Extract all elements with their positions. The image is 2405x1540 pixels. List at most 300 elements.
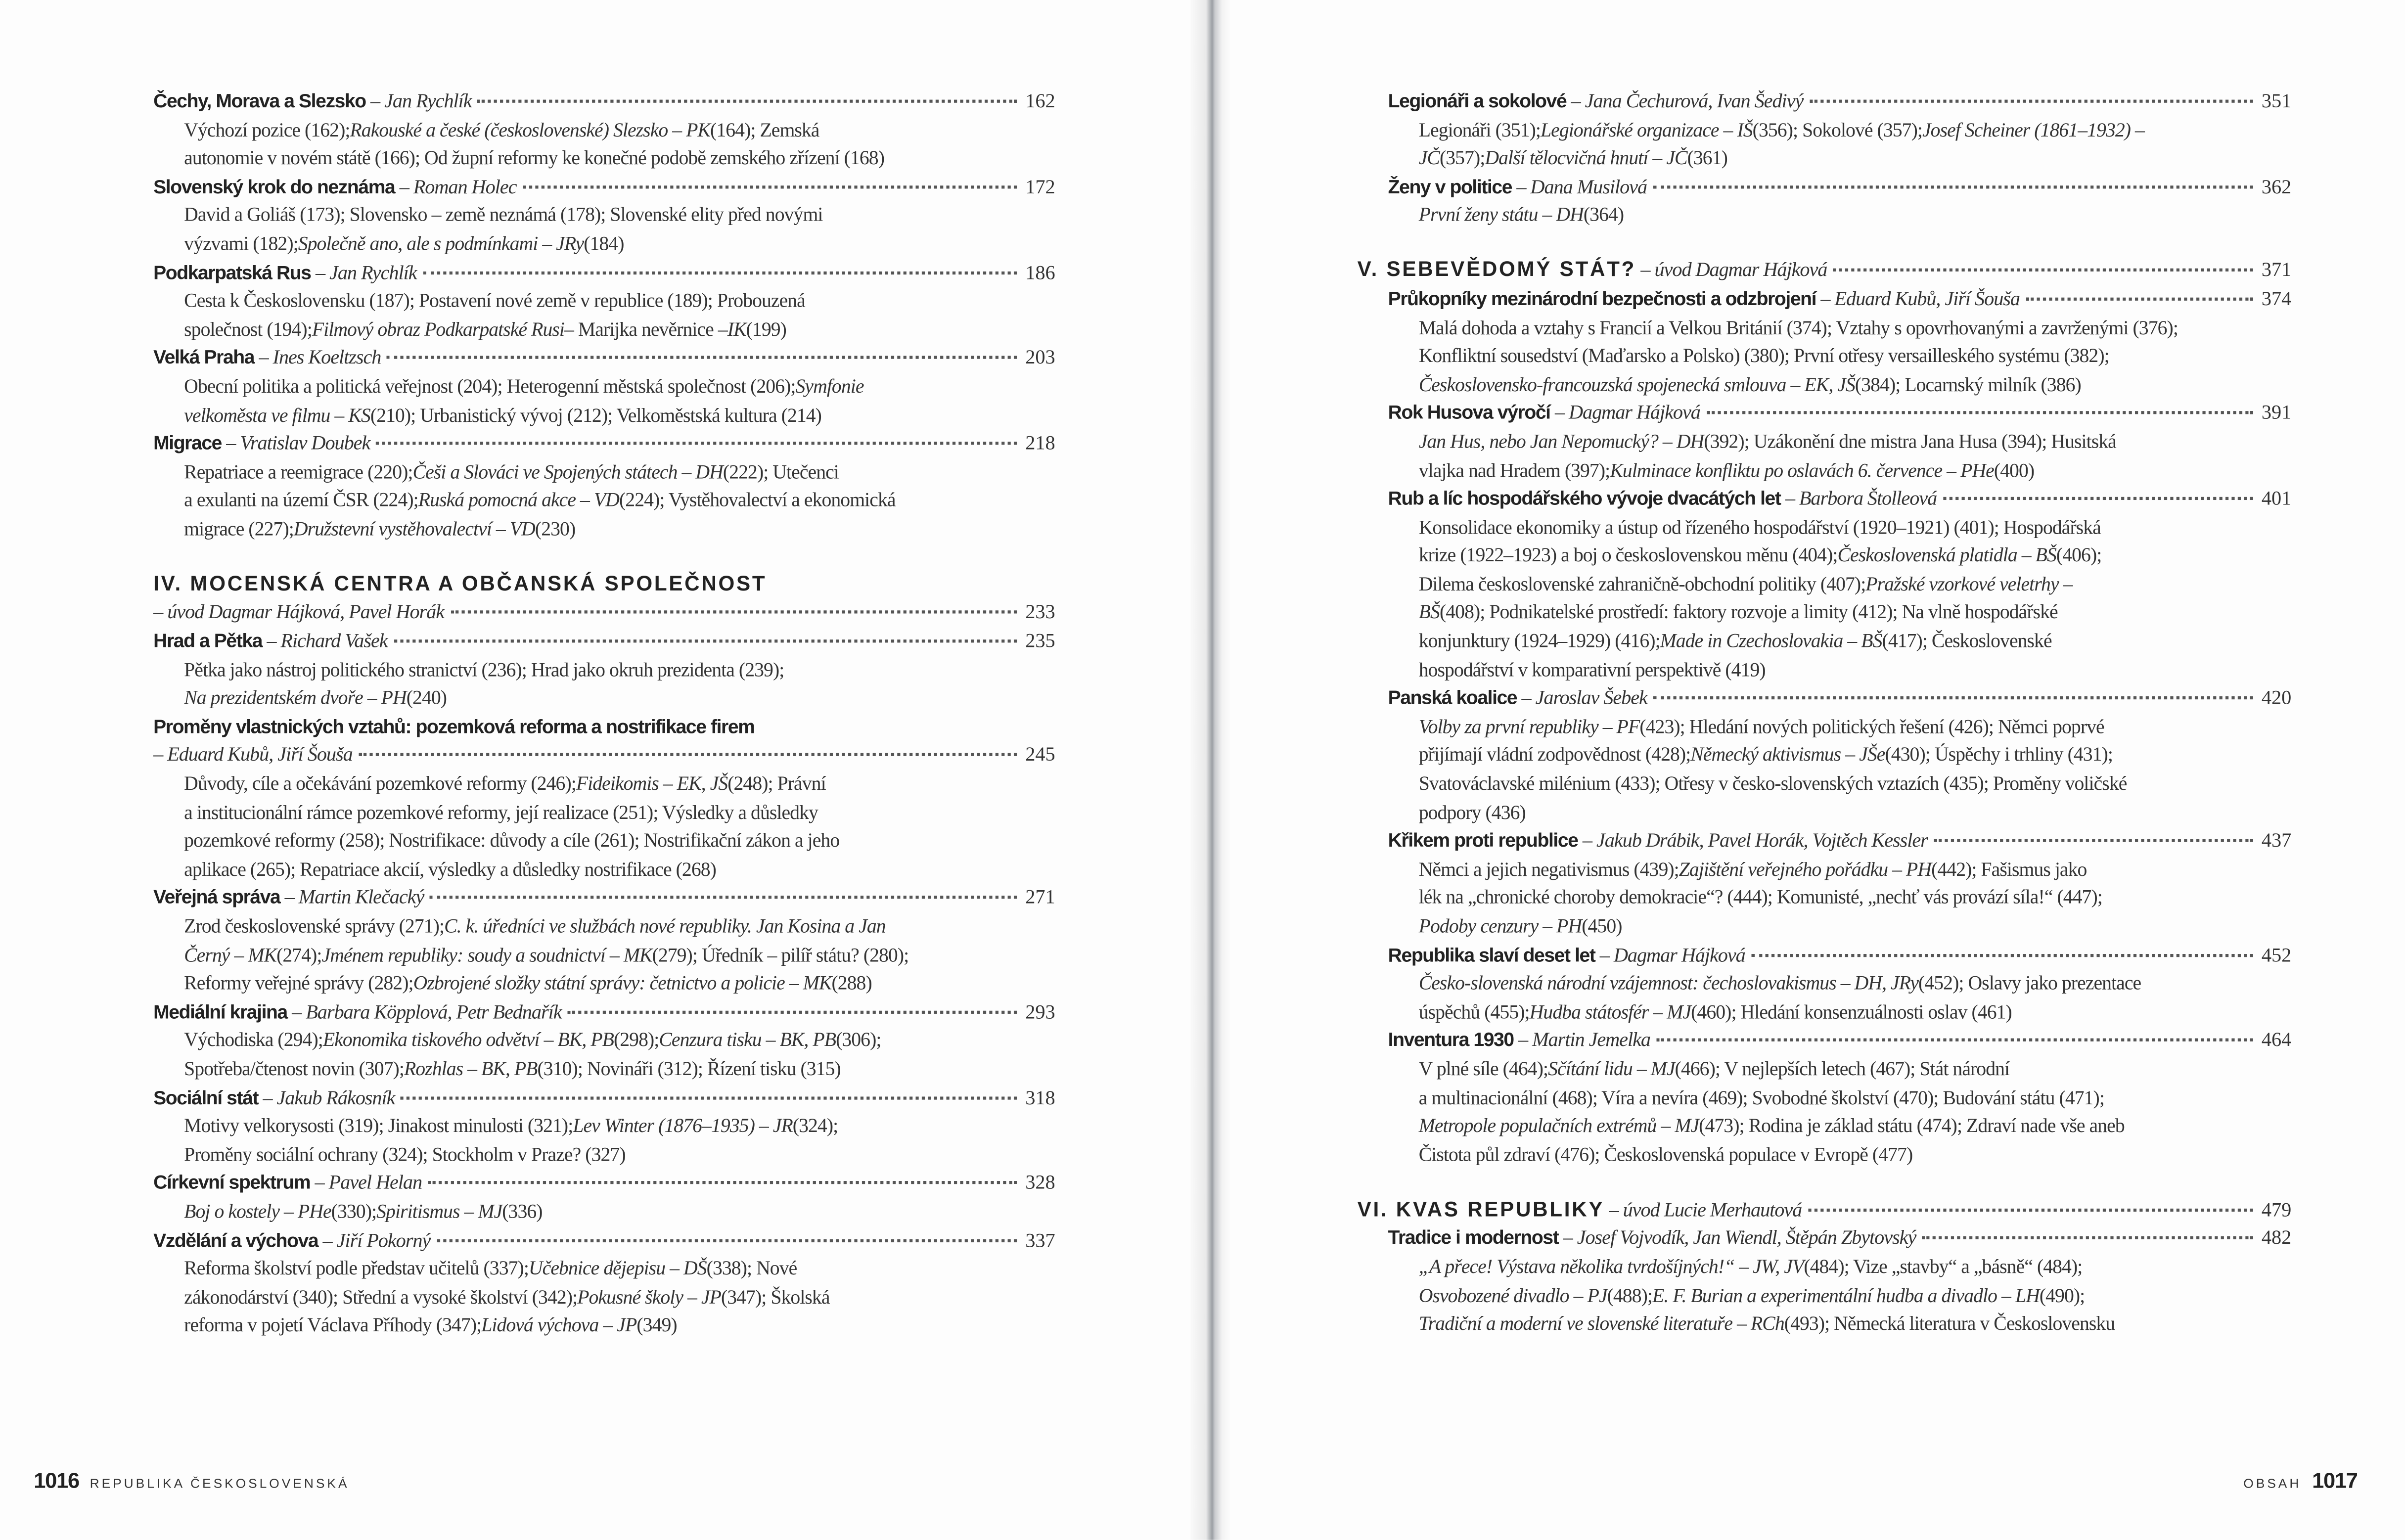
subtopic-text: Obecní politika a politická veřejnost (204); Heterogenní městská společnost (206); bbox=[184, 375, 796, 398]
subtopics-line bbox=[1388, 884, 2292, 913]
author-name: – Jan Rychlík bbox=[315, 260, 417, 283]
page-number: 337 bbox=[1025, 1227, 1055, 1251]
subtopic-text: Cesta k Československu (187); Postavení nové země v republice (189); Probouzená bbox=[184, 290, 805, 312]
page-number: 479 bbox=[2261, 1197, 2292, 1221]
subtopic-italic: Pokusné školy – JP bbox=[577, 1286, 721, 1308]
left-page-contents bbox=[153, 88, 1055, 1341]
chapter-entry bbox=[153, 88, 1055, 173]
subtopic-text: V plné síle (464); bbox=[1418, 1058, 1548, 1080]
subtopics-line bbox=[1388, 1084, 2292, 1112]
subtopics-line bbox=[153, 1283, 1055, 1312]
subtopics-line bbox=[1388, 428, 2292, 456]
dot-leader bbox=[478, 98, 1016, 102]
chapter-entry bbox=[153, 1169, 1055, 1226]
subtopics-line bbox=[153, 770, 1055, 799]
dot-leader bbox=[450, 610, 1016, 614]
entry-title-line bbox=[153, 344, 1055, 373]
subtopic-italic: Jménem republiky: soudy a soudnictví – MK bbox=[321, 944, 652, 966]
subtopic-text: (450) bbox=[1582, 915, 1622, 937]
entry-title-line bbox=[1388, 173, 2292, 202]
subtopic-italic: C. k. úředníci ve službách nové republiky. Jan Kosina a Jan bbox=[444, 915, 886, 937]
subtopic-text: (466); V nejlepších letech (467); Stát národní bbox=[1675, 1058, 2010, 1080]
subtopic-italic: JČ bbox=[1418, 147, 1440, 169]
subtopic-italic: „A přece! Výstava několika tvrdošíjných!“ – JW, JV bbox=[1418, 1256, 1804, 1278]
chapter-title: Ženy v politice bbox=[1388, 176, 1512, 198]
author-name: – Dagmar Hájková bbox=[1554, 401, 1700, 424]
subtopics-line bbox=[1388, 456, 2292, 485]
dot-leader bbox=[1943, 496, 2253, 500]
entry-title-line bbox=[153, 259, 1055, 287]
dot-leader bbox=[428, 1180, 1016, 1184]
subtopic-text: Výchozí pozice (162); bbox=[184, 119, 350, 141]
page-number: 391 bbox=[2261, 401, 2292, 424]
author-name: – Jana Čechurová, Ivan Šedivý bbox=[1571, 89, 1804, 112]
subtopic-text: Legionáři (351); bbox=[1418, 119, 1541, 141]
dot-leader bbox=[2026, 296, 2252, 300]
page-number: 482 bbox=[2261, 1226, 2292, 1249]
page-number: 235 bbox=[1025, 629, 1055, 652]
subtopic-text: (338); Nové bbox=[706, 1258, 797, 1279]
subtopic-italic: Legionářské organizace – IŠ bbox=[1541, 119, 1753, 141]
page-number: 203 bbox=[1025, 345, 1055, 369]
subtopic-text: úspěchů (455); bbox=[1418, 1001, 1530, 1023]
page-number: 218 bbox=[1025, 431, 1055, 454]
subtopic-text: migrace (227); bbox=[184, 518, 294, 540]
subtopic-italic: Spiritismus – MJ bbox=[376, 1201, 502, 1223]
subtopic-text: (336) bbox=[502, 1201, 543, 1223]
subtopics-line bbox=[153, 827, 1055, 856]
subtopic-italic: Lidová výchova – JP bbox=[481, 1314, 637, 1337]
chapter-entry bbox=[1358, 485, 2292, 684]
entry-title-line bbox=[1388, 827, 2292, 856]
entry-title-line bbox=[153, 1226, 1055, 1255]
subtopics-line bbox=[1388, 656, 2292, 684]
subtopic-text: lék na „chronické choroby demokracie“? (444); Komunisté, „nechť vás provází síla!“ (447); bbox=[1418, 887, 2102, 909]
subtopic-italic: Společně ano, ale s podmínkami – JRy bbox=[298, 233, 584, 255]
chapter-title: Velká Praha bbox=[153, 347, 255, 369]
subtopic-text: (460); Hledání konsenzuálnosti oslav (461) bbox=[1691, 1001, 2012, 1023]
author-name: – Richard Vašek bbox=[267, 629, 388, 652]
left-page-number: 1016 bbox=[34, 1467, 79, 1493]
dot-leader bbox=[1810, 98, 2253, 102]
entry-title-line bbox=[153, 713, 1055, 742]
subtopic-italic: Lev Winter (1876–1935) – JR bbox=[573, 1115, 793, 1137]
subtopic-text: společnost (194); bbox=[184, 318, 312, 340]
chapter-title: Veřejná správa bbox=[153, 887, 280, 909]
subtopic-text: Konfliktní sousedství (Maďarsko a Polsko) (380); První otřesy versailleského systému (382); bbox=[1418, 345, 2109, 367]
subtopic-text: Němci a jejich negativismus (439); bbox=[1418, 859, 1679, 880]
subtopic-text: (347); Školská bbox=[721, 1286, 830, 1308]
dot-leader bbox=[401, 1094, 1016, 1099]
dot-leader bbox=[1653, 695, 2252, 700]
subtopics-line bbox=[153, 970, 1055, 998]
subtopic-text: zákonodárství (340); Střední a vysoké školství (342); bbox=[184, 1286, 578, 1308]
chapter-entry bbox=[1358, 1224, 2292, 1339]
entry-title-line bbox=[153, 430, 1055, 458]
subtopic-italic: Made in Czechoslovakia – BŠ bbox=[1660, 630, 1882, 652]
page-number: 186 bbox=[1025, 260, 1055, 283]
subtopics-line bbox=[1388, 1112, 2292, 1141]
entry-title-line bbox=[153, 173, 1055, 202]
subtopics-line bbox=[153, 316, 1055, 344]
subtopic-text: Důvody, cíle a očekávání pozemkové reformy (246); bbox=[184, 773, 576, 795]
author-name: – Dana Musilová bbox=[1516, 174, 1647, 198]
author-name: – Dagmar Hájková bbox=[1599, 943, 1745, 966]
subtopics-line bbox=[1388, 628, 2292, 656]
entry-title-line bbox=[153, 570, 1055, 599]
dot-leader bbox=[523, 183, 1016, 188]
page-number: 318 bbox=[1025, 1085, 1055, 1108]
dot-leader bbox=[568, 1009, 1016, 1013]
subtopics-line bbox=[1388, 741, 2292, 770]
subtopic-text: Proměny sociální ochrany (324); Stockholm v Praze? (327) bbox=[184, 1143, 626, 1166]
subtopic-text: (240) bbox=[406, 687, 447, 709]
entry-title-line bbox=[1388, 485, 2292, 513]
subtopic-text: reforma v pojetí Václava Příhody (347); bbox=[184, 1314, 482, 1337]
subtopic-italic: Německý aktivismus – JŠe bbox=[1690, 744, 1885, 766]
page-number: 328 bbox=[1025, 1171, 1055, 1194]
entry-title-line bbox=[153, 628, 1055, 656]
subtopics-line bbox=[1388, 970, 2292, 998]
entry-author-line bbox=[153, 741, 1055, 770]
page-number: 172 bbox=[1025, 174, 1055, 198]
chapter-entry bbox=[1358, 827, 2292, 941]
chapter-title: Křikem proti republice bbox=[1388, 830, 1578, 852]
subtopic-italic: BŠ bbox=[1418, 602, 1440, 624]
subtopic-text: Repatriace a reemigrace (220); bbox=[184, 461, 413, 483]
chapter-entry bbox=[153, 173, 1055, 259]
subtopic-text: (298); bbox=[613, 1030, 659, 1051]
author-name: – Pavel Helan bbox=[315, 1171, 422, 1194]
dot-leader bbox=[387, 355, 1016, 359]
subtopic-text: Malá dohoda a vztahy s Francií a Velkou Británií (374); Vztahy s opovrhovanými a zavrženými (376); bbox=[1418, 317, 2178, 338]
subtopic-text: (222); Utečenci bbox=[723, 461, 839, 483]
subtopic-text: (406); bbox=[2056, 544, 2102, 567]
chapter-entry bbox=[153, 713, 1055, 884]
subtopic-italic: Česko-slovenská národní vzájemnost: čechoslovakismus – DH, JRy bbox=[1418, 972, 1919, 995]
subtopic-text: (349) bbox=[636, 1314, 677, 1337]
chapter-title: Podkarpatská Rus bbox=[153, 261, 311, 283]
page-number: 233 bbox=[1025, 600, 1055, 624]
dot-leader bbox=[1751, 952, 2252, 956]
subtopic-italic: Další tělocvičná hnutí – JČ bbox=[1485, 147, 1687, 169]
subtopic-text: Motivy velkorysosti (319); Jinakost minulosti (321); bbox=[184, 1115, 573, 1137]
entry-title-line bbox=[1358, 1196, 2292, 1224]
section-title: V. SEBEVĚDOMÝ STÁT? bbox=[1357, 258, 1636, 281]
subtopic-text: autonomie v novém státě (166); Od župní reformy ke konečné podobě zemského zřízení (168) bbox=[184, 147, 884, 169]
subtopic-text: (484); Vize „stavby“ a „básně“ (484); bbox=[1804, 1256, 2083, 1278]
chapter-entry bbox=[153, 628, 1055, 713]
dot-leader bbox=[423, 269, 1016, 273]
subtopics-line bbox=[1388, 713, 2292, 742]
subtopic-text: (356); Sokolové (357); bbox=[1752, 119, 1922, 141]
subtopic-text: (430); Úspěchy i trhliny (431); bbox=[1885, 744, 2113, 766]
author-name: – Jan Rychlík bbox=[370, 89, 472, 112]
subtopics-line bbox=[1388, 201, 2292, 230]
subtopics-line bbox=[153, 458, 1055, 487]
author-name: – Barbora Štolleová bbox=[1785, 486, 1937, 509]
subtopic-text: podpory (436) bbox=[1418, 801, 1526, 823]
author-name: – Roman Holec bbox=[399, 174, 517, 198]
subtopic-text: Konsolidace ekonomiky a ústup od řízeného hospodářství (1920–1921) (401); Hospodářská bbox=[1418, 516, 2101, 538]
book-gutter bbox=[1190, 0, 1230, 1540]
subtopic-italic: Pražské vzorkové veletrhy – bbox=[1865, 573, 2073, 595]
subtopic-italic: velkoměsta ve filmu – KS bbox=[184, 404, 370, 426]
left-page-footer bbox=[34, 1468, 360, 1493]
chapter-entry bbox=[1358, 399, 2292, 485]
chapter-entry bbox=[153, 344, 1055, 430]
section-title: VI. KVAS REPUBLIKY bbox=[1357, 1197, 1605, 1221]
subtopics-line bbox=[1388, 912, 2292, 941]
author-name: – Martin Klečacký bbox=[284, 885, 424, 909]
subtopic-italic: Jan Hus, nebo Jan Nepomucký? – DH bbox=[1418, 431, 1704, 453]
subtopic-text: Reforma školství podle představ učitelů (337); bbox=[184, 1258, 529, 1279]
dot-leader bbox=[1922, 1235, 2253, 1240]
subtopic-text: (357); bbox=[1439, 147, 1485, 169]
subtopic-italic: Boj o kostely – PHe bbox=[184, 1201, 331, 1223]
subtopic-italic: Učebnice dějepisu – DŠ bbox=[528, 1258, 707, 1279]
subtopics-line bbox=[153, 515, 1055, 544]
subtopic-text: (361) bbox=[1687, 147, 1727, 169]
subtopic-text: (248); Právní bbox=[727, 773, 826, 795]
entry-title-line bbox=[1388, 285, 2292, 314]
subtopic-italic: Černý – MK bbox=[184, 944, 277, 966]
subtopics-line bbox=[1388, 570, 2292, 599]
page-number: 452 bbox=[2261, 943, 2292, 966]
subtopic-italic: Družstevní vystěhovalectví – VD bbox=[293, 518, 535, 540]
dot-leader bbox=[359, 752, 1016, 757]
subtopics-line bbox=[153, 116, 1055, 144]
subtopic-text: Čistota půl zdraví (476); Československá populace v Evropě (477) bbox=[1418, 1143, 1913, 1166]
subtopics-line bbox=[1388, 342, 2292, 371]
chapter-title: Sociální stát bbox=[153, 1087, 259, 1108]
page-number: 362 bbox=[2261, 174, 2292, 198]
dot-leader bbox=[1808, 1207, 2253, 1211]
subtopic-text: aplikace (265); Repatriace akcií, výsledky a důsledky nostrifikace (268) bbox=[184, 859, 716, 880]
chapter-title: Slovenský krok do neznáma bbox=[153, 176, 395, 198]
author-name: – úvod Dagmar Hájková bbox=[1640, 258, 1827, 281]
entry-title-line bbox=[153, 998, 1055, 1027]
subtopic-text: Spotřeba/čtenost novin (307); bbox=[184, 1058, 404, 1080]
author-name: – Josef Vojvodík, Jan Wiendl, Štěpán Zbytovský bbox=[1563, 1226, 1916, 1249]
subtopics-line bbox=[1388, 998, 2292, 1027]
author-name: – Martin Jemelka bbox=[1518, 1028, 1650, 1051]
subtopics-line bbox=[153, 487, 1055, 515]
subtopics-line bbox=[153, 144, 1055, 173]
subtopics-line bbox=[1388, 1310, 2292, 1339]
subtopic-italic: Podoby cenzury – PH bbox=[1418, 915, 1582, 937]
subtopic-italic: IK bbox=[727, 318, 746, 340]
section-title: IV. MOCENSKÁ CENTRA A OBČANSKÁ SPOLEČNOST bbox=[153, 572, 767, 595]
subtopics-line bbox=[153, 799, 1055, 827]
chapter-title: Republika slaví deset let bbox=[1388, 944, 1595, 966]
subtopic-text: – Marijka nevěrnice – bbox=[564, 318, 727, 340]
subtopic-italic: První ženy státu – DH bbox=[1418, 204, 1584, 226]
subtopic-italic: Československo-francouzská spojenecká smlouva – EK, JŠ bbox=[1418, 373, 1855, 396]
subtopics-line bbox=[153, 1255, 1055, 1283]
page-number: 437 bbox=[2261, 828, 2292, 852]
entry-title-line bbox=[153, 1169, 1055, 1198]
subtopics-line bbox=[1388, 116, 2292, 144]
chapter-title: Rub a líc hospodářského vývoje dvacátých let bbox=[1388, 488, 1781, 509]
subtopics-line bbox=[153, 201, 1055, 230]
subtopic-text: (473); Rodina je základ státu (474); Zdraví nade vše aneb bbox=[1699, 1115, 2125, 1137]
author-name: – Eduard Kubů, Jiří Šouša bbox=[153, 743, 353, 766]
subtopics-line bbox=[1388, 1253, 2292, 1282]
author-name: – Jiří Pokorný bbox=[322, 1227, 431, 1251]
chapter-title: Vzdělání a výchova bbox=[153, 1229, 318, 1251]
subtopic-text: krize (1922–1923) a boj o československou měnu (404); bbox=[1418, 544, 1838, 567]
subtopic-italic: Československá platidla – BŠ bbox=[1837, 544, 2056, 567]
subtopic-text: (364) bbox=[1583, 204, 1624, 226]
page-number: 371 bbox=[2261, 258, 2292, 281]
subtopics-line bbox=[1388, 314, 2292, 342]
chapter-title: Panská koalice bbox=[1388, 687, 1517, 709]
subtopic-text: Dilema československé zahraničně-obchodní politiky (407); bbox=[1418, 573, 1866, 595]
subtopics-line bbox=[153, 941, 1055, 970]
subtopics-line bbox=[1388, 144, 2292, 173]
subtopic-text: (423); Hledání nových politických řešení (426); Němci poprvé bbox=[1639, 716, 2104, 738]
subtopic-text: (330); bbox=[331, 1201, 377, 1223]
subtopic-text: Východiska (294); bbox=[184, 1030, 323, 1051]
chapter-title: Inventura 1930 bbox=[1388, 1030, 1514, 1051]
subtopics-line bbox=[1388, 770, 2292, 799]
subtopic-italic: Ruská pomocná akce – VD bbox=[418, 490, 620, 511]
entry-title-line bbox=[1388, 88, 2292, 116]
author-name: – Jakub Rákosník bbox=[263, 1085, 395, 1108]
chapter-entry bbox=[1358, 1027, 2292, 1169]
dot-leader bbox=[1934, 838, 2252, 842]
subtopic-text: (274); bbox=[276, 944, 322, 966]
subtopic-text: (493); Německá literatura v Československu bbox=[1784, 1313, 2115, 1335]
author-name: – Ines Koeltzsch bbox=[259, 345, 381, 369]
right-page-number: 1017 bbox=[2312, 1467, 2358, 1493]
subtopic-italic: Fideikomis – EK, JŠ bbox=[576, 773, 728, 795]
subtopic-text: (452); Oslavy jako prezentace bbox=[1918, 972, 2141, 995]
author-name: – Vratislav Doubek bbox=[226, 431, 370, 454]
page-number: 420 bbox=[2261, 686, 2292, 709]
subtopics-line bbox=[153, 230, 1055, 259]
subtopic-italic: Ekonomika tiskového odvětví – BK, PB bbox=[322, 1030, 614, 1051]
chapter-entry bbox=[153, 884, 1055, 998]
dot-leader bbox=[394, 638, 1016, 642]
right-running-head: OBSAH bbox=[2243, 1475, 2302, 1491]
subtopics-line bbox=[153, 1055, 1055, 1084]
subtopic-text: (490); bbox=[2039, 1284, 2085, 1306]
author-name: – Barbara Köpplová, Petr Bednařík bbox=[292, 999, 562, 1023]
chapter-entry bbox=[153, 1084, 1055, 1169]
subtopics-line bbox=[1388, 856, 2292, 884]
left-running-head: REPUBLIKA ČESKOSLOVENSKÁ bbox=[90, 1475, 350, 1491]
subtopic-text: (279); Úředník – pilíř státu? (280); bbox=[652, 944, 909, 966]
subtopics-line bbox=[153, 1312, 1055, 1341]
chapter-entry bbox=[153, 1226, 1055, 1341]
chapter-title: Průkopníky mezinárodní bezpečnosti a odzbrojení bbox=[1388, 288, 1816, 310]
chapter-title: Proměny vlastnických vztahů: pozemková reforma a nostrifikace firem bbox=[153, 716, 755, 738]
entry-author-line bbox=[153, 599, 1055, 628]
subtopic-italic: Na prezidentském dvoře – PH bbox=[184, 687, 407, 709]
subtopic-text: (210); Urbanistický vývoj (212); Velkoměstská kultura (214) bbox=[370, 404, 821, 426]
subtopic-text: (306); bbox=[836, 1030, 881, 1051]
subtopic-text: (230) bbox=[535, 518, 576, 540]
entry-title-line bbox=[153, 88, 1055, 116]
subtopics-line bbox=[1388, 542, 2292, 571]
author-name: – Jakub Drábik, Pavel Horák, Vojtěch Kessler bbox=[1582, 828, 1928, 852]
subtopic-text: vlajka nad Hradem (397); bbox=[1418, 459, 1610, 481]
dot-leader bbox=[1833, 268, 2252, 272]
subtopic-italic: Rozhlas – BK, PB bbox=[404, 1058, 538, 1080]
subtopic-text: (384); Locarnský milník (386) bbox=[1855, 373, 2081, 396]
subtopic-text: Zrod československé správy (271); bbox=[184, 915, 445, 937]
subtopic-italic: Češi a Slováci ve Spojených státech – DH bbox=[412, 461, 723, 483]
chapter-entry bbox=[1358, 285, 2292, 400]
right-page-footer bbox=[2233, 1468, 2358, 1493]
chapter-entry bbox=[153, 430, 1055, 544]
chapter-title: Tradice i modernost bbox=[1388, 1227, 1559, 1249]
page-number: 464 bbox=[2261, 1028, 2292, 1051]
subtopic-text: pozemkové reformy (258); Nostrifikace: důvody a cíle (261); Nostrifikační zákon a jeho bbox=[184, 830, 840, 852]
subtopic-italic: Zajištění veřejného pořádku – PH bbox=[1679, 859, 1932, 880]
subtopic-italic: Rakouské a české (československé) Slezsko – PK bbox=[350, 119, 711, 141]
subtopics-line bbox=[153, 856, 1055, 884]
subtopic-italic: Metropole populačních extrémů – MJ bbox=[1418, 1115, 1699, 1137]
subtopic-italic: Volby za první republiky – PF bbox=[1418, 716, 1640, 738]
subtopics-line bbox=[153, 656, 1055, 684]
subtopic-text: (408); Podnikatelské prostředí: faktory rozvoje a limity (412); Na vlně hospodářské bbox=[1439, 602, 2058, 624]
subtopics-line bbox=[1388, 513, 2292, 542]
author-name: – úvod Dagmar Hájková, Pavel Horák bbox=[153, 600, 445, 624]
section-heading bbox=[1358, 257, 2292, 285]
subtopic-text: hospodářství v komparativní perspektivě (419) bbox=[1418, 659, 1766, 680]
subtopics-line bbox=[1388, 371, 2292, 400]
entry-title-line bbox=[1388, 941, 2292, 970]
subtopic-italic: E. F. Burian a experimentální hudba a divadlo – LH bbox=[1652, 1284, 2040, 1306]
entry-title-line bbox=[153, 884, 1055, 913]
entry-title-line bbox=[1388, 684, 2292, 713]
dot-leader bbox=[1706, 410, 2252, 414]
subtopic-text: a multinacionální (468); Víra a nevíra (469); Svobodné školství (470); Budování státu (471); bbox=[1418, 1087, 2104, 1108]
dot-leader bbox=[430, 895, 1016, 899]
subtopic-text: (324); bbox=[792, 1115, 838, 1137]
dot-leader bbox=[437, 1237, 1016, 1241]
chapter-entry bbox=[1358, 88, 2292, 173]
author-name: – úvod Lucie Merhautová bbox=[1609, 1197, 1802, 1221]
entry-title-line bbox=[1388, 1027, 2292, 1055]
right-page-contents bbox=[1358, 88, 2292, 1339]
subtopic-text: (392); Uzákonění dne mistra Jana Husa (394); Husitská bbox=[1704, 431, 2116, 453]
page-number: 162 bbox=[1025, 89, 1055, 112]
page-number: 374 bbox=[2261, 286, 2292, 310]
subtopics-line bbox=[153, 1198, 1055, 1226]
chapter-title: Církevní spektrum bbox=[153, 1172, 311, 1194]
section-heading bbox=[153, 570, 1055, 627]
subtopic-text: konjunktury (1924–1929) (416); bbox=[1418, 630, 1660, 652]
chapter-title: Rok Husova výročí bbox=[1388, 402, 1550, 424]
subtopics-line bbox=[1388, 1141, 2292, 1170]
subtopic-text: (224); Vystěhovalectví a ekonomická bbox=[619, 490, 896, 511]
subtopic-text: přijímají vládní zodpovědnost (428); bbox=[1418, 744, 1691, 766]
page-number: 401 bbox=[2261, 486, 2292, 509]
entry-title-line bbox=[1388, 399, 2292, 428]
subtopic-text: Svatováclavské milénium (433); Otřesy v česko-slovenských vztazích (435); Proměny voličské bbox=[1418, 773, 2127, 795]
subtopic-text: (417); Československé bbox=[1882, 630, 2052, 652]
subtopic-text: a institucionální rámce pozemkové reformy, její realizace (251); Výsledky a důsledky bbox=[184, 801, 818, 823]
page-number: 271 bbox=[1025, 885, 1055, 909]
subtopic-text: (288) bbox=[831, 972, 872, 995]
subtopics-line bbox=[153, 372, 1055, 401]
subtopic-text: (310); Novináři (312); Řízení tisku (315) bbox=[537, 1058, 841, 1080]
subtopic-italic: Osvobozené divadlo – PJ bbox=[1418, 1284, 1607, 1306]
